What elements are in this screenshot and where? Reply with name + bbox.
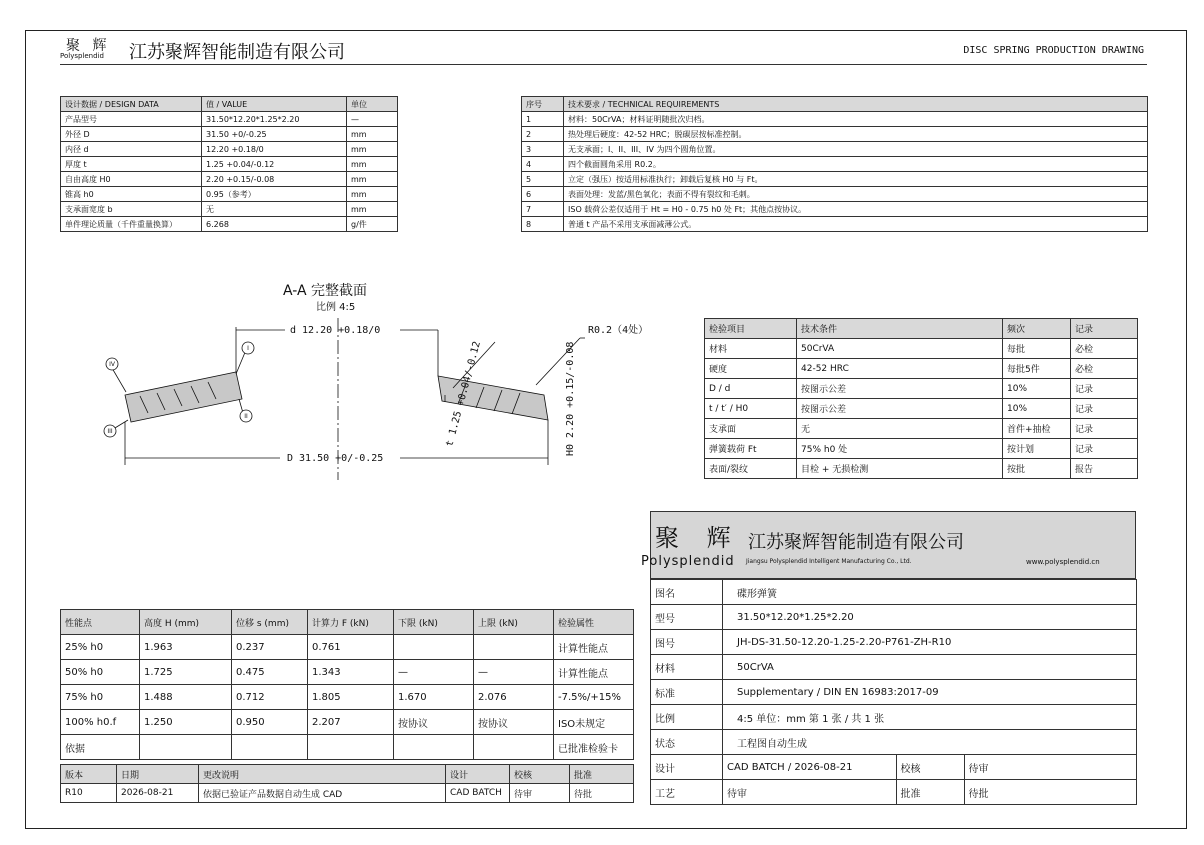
table-cell: [474, 635, 554, 660]
table-cell: 材料: [705, 339, 797, 359]
table-cell: mm: [347, 187, 398, 202]
column-header: 技术要求 / TECHNICAL REQUIREMENTS: [564, 97, 1148, 112]
column-header: 值 / VALUE: [202, 97, 347, 112]
marker-label: IV: [109, 361, 115, 368]
table-cell: 计算性能点: [554, 660, 634, 685]
table-cell: 75% h0: [61, 685, 140, 710]
title-block-row: [651, 580, 1137, 605]
table-cell: ISO 载荷公差仅适用于 Ht = H0 - 0.75 h0 处 Ft；其他点按协议。: [564, 202, 1148, 217]
table-cell: 每批: [1003, 339, 1071, 359]
table-cell: 1: [522, 112, 564, 127]
column-header: 高度 H (mm): [140, 610, 232, 635]
table-cell: 10%: [1003, 399, 1071, 419]
table-cell: 42-52 HRC: [797, 359, 1003, 379]
table-cell: 10%: [1003, 379, 1071, 399]
column-header: 批准: [570, 765, 634, 784]
title-block-sign-cell: CAD BATCH / 2026-08-21: [727, 761, 853, 773]
table-cell: 12.20 +0.18/0: [202, 142, 347, 157]
table-cell: 无: [202, 202, 347, 217]
tb-logo-cn: 聚 辉: [655, 524, 741, 552]
title-block-sign-cell: 待审: [727, 788, 747, 800]
table-cell: 材料：50CrVA；材料证明随批次归档。: [564, 112, 1148, 127]
title-block-label: 图名: [651, 580, 723, 605]
column-header: 日期: [117, 765, 199, 784]
table-cell: g/件: [347, 217, 398, 232]
table-cell: 支承面宽度 b: [61, 202, 202, 217]
column-header: 更改说明: [199, 765, 446, 784]
title-block-value: JH-DS-31.50-12.20-1.25-2.20-P761-ZH-R10: [723, 630, 1137, 655]
table-cell: 依据: [61, 735, 140, 760]
table-cell: 每批5件: [1003, 359, 1071, 379]
table-cell: D / d: [705, 379, 797, 399]
column-header: 记录: [1071, 319, 1138, 339]
table-row: [705, 399, 1138, 419]
table-cell: 弹簧载荷 Ft: [705, 439, 797, 459]
table-cell: 按图示公差: [797, 399, 1003, 419]
table-cell: 依据已验证产品数据自动生成 CAD: [199, 784, 446, 803]
revision-table: [60, 764, 634, 803]
title-block-sign-cells: [723, 780, 1137, 805]
table-cell: 2: [522, 127, 564, 142]
title-block-row: [651, 605, 1137, 630]
table-cell: CAD BATCH: [446, 784, 510, 803]
table-cell: 25% h0: [61, 635, 140, 660]
column-header: 位移 s (mm): [232, 610, 308, 635]
table-cell: 1.488: [140, 685, 232, 710]
table-cell: 0.950: [232, 710, 308, 735]
table-cell: 首件+抽检: [1003, 419, 1071, 439]
table-cell: 四个截面圆角采用 R0.2。: [564, 157, 1148, 172]
table-cell: 记录: [1071, 439, 1138, 459]
table-cell: 31.50*12.20*1.25*2.20: [202, 112, 347, 127]
table-cell: 2.207: [308, 710, 394, 735]
table-cell: 6.268: [202, 217, 347, 232]
table-cell: 待批: [570, 784, 634, 803]
title-block-sign-row: [651, 755, 1137, 780]
dim-radius: R0.2（4处）: [588, 325, 649, 336]
table-cell: 硬度: [705, 359, 797, 379]
table-row: [705, 439, 1138, 459]
table-row: [61, 685, 634, 710]
table-cell: [232, 735, 308, 760]
table-cell: -7.5%/+15%: [554, 685, 634, 710]
table-cell: 100% h0.f: [61, 710, 140, 735]
table-cell: 31.50 +0/-0.25: [202, 127, 347, 142]
title-block-value: 4:5 单位：mm 第 1 张 / 共 1 张: [723, 705, 1137, 730]
table-row: [705, 459, 1138, 479]
table-cell: [394, 635, 474, 660]
table-cell: 支承面: [705, 419, 797, 439]
table-cell: 1.343: [308, 660, 394, 685]
table-cell: 待审: [510, 784, 570, 803]
table-row: [61, 660, 634, 685]
table-row: [705, 419, 1138, 439]
title-block-sign-cells: [723, 755, 1137, 780]
title-block-value: 50CrVA: [723, 655, 1137, 680]
table-row: [61, 710, 634, 735]
title-block-row: [651, 705, 1137, 730]
table-cell: mm: [347, 157, 398, 172]
table-cell: 2026-08-21: [117, 784, 199, 803]
title-block-label: 标准: [651, 680, 723, 705]
title-block-value: 碟形弹簧: [723, 580, 1137, 605]
table-cell: —: [347, 112, 398, 127]
table-cell: 1.963: [140, 635, 232, 660]
table-cell: 记录: [1071, 399, 1138, 419]
table-row: [705, 339, 1138, 359]
table-header-row: [61, 765, 634, 784]
table-cell: t / t′ / H0: [705, 399, 797, 419]
table-cell: 普通 t 产品不采用支承面减薄公式。: [564, 217, 1148, 232]
header-logo-cn: 聚 辉: [66, 38, 111, 54]
column-header: 检验项目: [705, 319, 797, 339]
title-block-value: 工程图自动生成: [723, 730, 1137, 755]
column-header: 性能点: [61, 610, 140, 635]
title-block-row: [651, 655, 1137, 680]
title-block-sign-cell: 校核: [896, 755, 964, 779]
table-cell: 内径 d: [61, 142, 202, 157]
table-cell: 0.475: [232, 660, 308, 685]
column-header: 校核: [510, 765, 570, 784]
column-header: 上限 (kN): [474, 610, 554, 635]
table-cell: 锥高 h0: [61, 187, 202, 202]
table-header-row: [61, 610, 634, 635]
table-cell: [394, 735, 474, 760]
table-cell: 自由高度 H0: [61, 172, 202, 187]
table-cell: 无支承面；I、II、III、IV 为四个圆角位置。: [564, 142, 1148, 157]
dim-inner-diameter: d 12.20 +0.18/0: [290, 325, 381, 336]
table-cell: 7: [522, 202, 564, 217]
title-block-label: 状态: [651, 730, 723, 755]
table-row: [61, 635, 634, 660]
table-cell: ISO未规定: [554, 710, 634, 735]
title-block-sign-cell: 待审: [964, 755, 1137, 779]
table-cell: 无: [797, 419, 1003, 439]
column-header: 计算力 F (kN): [308, 610, 394, 635]
tb-company-en: Jiangsu Polysplendid Intelligent Manufacturing Co., Ltd.: [746, 558, 912, 565]
title-block-sign-row: [651, 780, 1137, 805]
title-block-value: 31.50*12.20*1.25*2.20: [723, 605, 1137, 630]
table-cell: 1.725: [140, 660, 232, 685]
table-cell: 2.20 +0.15/-0.08: [202, 172, 347, 187]
section-title: A-A 完整截面: [283, 283, 368, 299]
table-row: [705, 359, 1138, 379]
title-block-label: 比例: [651, 705, 723, 730]
marker-label: III: [107, 428, 113, 435]
table-cell: 记录: [1071, 379, 1138, 399]
title-block-row: [651, 630, 1137, 655]
tb-company: 江苏聚辉智能制造有限公司: [748, 532, 964, 553]
table-row: [61, 784, 634, 803]
header-company: 江苏聚辉智能制造有限公司: [129, 42, 345, 63]
title-block-sign-cell: 批准: [896, 780, 964, 804]
column-header: 设计数据 / DESIGN DATA: [61, 97, 202, 112]
marker-label: I: [247, 345, 249, 352]
table-cell: 75% h0 处: [797, 439, 1003, 459]
tb-website: www.polysplendid.cn: [1026, 558, 1100, 566]
tb-logo-en: Polysplendid: [641, 554, 735, 569]
column-header: 检验属性: [554, 610, 634, 635]
title-block-label: 工艺: [651, 780, 723, 805]
table-cell: 1.670: [394, 685, 474, 710]
column-header: 频次: [1003, 319, 1071, 339]
table-cell: 1.25 +0.04/-0.12: [202, 157, 347, 172]
table-cell: 8: [522, 217, 564, 232]
table-cell: 按协议: [394, 710, 474, 735]
dim-outer-diameter: D 31.50 +0/-0.25: [287, 453, 384, 464]
table-row: [705, 379, 1138, 399]
table-cell: 按批: [1003, 459, 1071, 479]
table-cell: 0.712: [232, 685, 308, 710]
marker-label: II: [244, 413, 248, 420]
table-cell: [140, 735, 232, 760]
title-block-row: [651, 730, 1137, 755]
left-section-body: [125, 372, 242, 422]
table-cell: 表面/裂纹: [705, 459, 797, 479]
title-block-label: 型号: [651, 605, 723, 630]
table-cell: 50% h0: [61, 660, 140, 685]
table-cell: 厚度 t: [61, 157, 202, 172]
performance-table: [60, 609, 634, 760]
column-header: 下限 (kN): [394, 610, 474, 635]
table-cell: 外径 D: [61, 127, 202, 142]
table-cell: mm: [347, 127, 398, 142]
table-cell: 2.076: [474, 685, 554, 710]
inspection-table: [704, 318, 1138, 479]
title-block-header: [641, 511, 1136, 579]
title-block-label: 图号: [651, 630, 723, 655]
column-header: 技术条件: [797, 319, 1003, 339]
table-cell: R10: [61, 784, 117, 803]
title-block-label: 设计: [651, 755, 723, 780]
table-cell: 3: [522, 142, 564, 157]
header-logo-en: Polysplendid: [60, 52, 104, 60]
column-header: 版本: [61, 765, 117, 784]
column-header: 单位: [347, 97, 398, 112]
table-cell: 按协议: [474, 710, 554, 735]
dim-thickness: t 1.25 +0.04/-0.12: [444, 340, 483, 448]
table-cell: 产品型号: [61, 112, 202, 127]
drawing-type: DISC SPRING PRODUCTION DRAWING: [963, 45, 1144, 56]
table-cell: 5: [522, 172, 564, 187]
table-cell: 报告: [1071, 459, 1138, 479]
title-block-value: Supplementary / DIN EN 16983:2017-09: [723, 680, 1137, 705]
table-cell: 6: [522, 187, 564, 202]
table-cell: 按计划: [1003, 439, 1071, 459]
table-cell: mm: [347, 202, 398, 217]
table-cell: —: [474, 660, 554, 685]
table-cell: 记录: [1071, 419, 1138, 439]
table-cell: 50CrVA: [797, 339, 1003, 359]
table-cell: 4: [522, 157, 564, 172]
table-cell: —: [394, 660, 474, 685]
table-cell: 必检: [1071, 339, 1138, 359]
column-header: 设计: [446, 765, 510, 784]
table-cell: 0.237: [232, 635, 308, 660]
title-block-row: [651, 680, 1137, 705]
table-header-row: [705, 319, 1138, 339]
table-cell: 0.761: [308, 635, 394, 660]
table-cell: mm: [347, 172, 398, 187]
table-cell: 必检: [1071, 359, 1138, 379]
table-cell: 1.805: [308, 685, 394, 710]
table-cell: 单件理论质量（千件重量换算）: [61, 217, 202, 232]
table-row: [61, 735, 634, 760]
table-cell: 表面处理：发蓝/黑色氧化；表面不得有裂纹和毛刺。: [564, 187, 1148, 202]
table-cell: mm: [347, 142, 398, 157]
table-cell: [474, 735, 554, 760]
section-scale: 比例 4:5: [316, 302, 356, 313]
table-cell: 热处理后硬度：42-52 HRC；脱碳层按标准控制。: [564, 127, 1148, 142]
table-cell: 1.250: [140, 710, 232, 735]
table-cell: 已批准检验卡: [554, 735, 634, 760]
table-cell: 立定（强压）按适用标准执行；卸载后复核 H0 与 Ft。: [564, 172, 1148, 187]
table-cell: 计算性能点: [554, 635, 634, 660]
column-header: 序号: [522, 97, 564, 112]
table-cell: 0.95（参考）: [202, 187, 347, 202]
title-block-label: 材料: [651, 655, 723, 680]
title-block-sign-cell: 待批: [964, 780, 1137, 804]
table-cell: 目检 + 无损检测: [797, 459, 1003, 479]
title-block-table: [650, 579, 1137, 805]
dim-free-height: H0 2.20 +0.15/-0.08: [565, 341, 576, 456]
table-cell: [308, 735, 394, 760]
table-cell: 按图示公差: [797, 379, 1003, 399]
